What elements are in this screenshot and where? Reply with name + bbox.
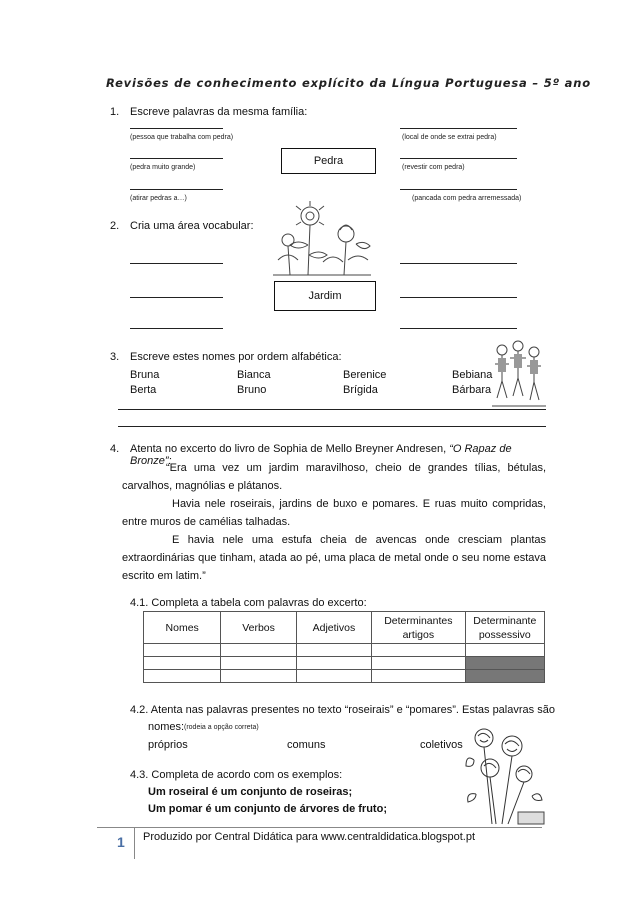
- table-cell[interactable]: [144, 644, 221, 657]
- option-proprios[interactable]: próprios: [148, 739, 188, 751]
- table-cell[interactable]: [221, 670, 296, 683]
- table-cell[interactable]: [296, 644, 371, 657]
- name-item: Bruno: [237, 384, 267, 396]
- table-cell-shaded: [465, 670, 544, 683]
- table-cell[interactable]: [221, 657, 296, 670]
- footer-text: Produzido por Central Didática para www.centraldidatica.blogspot.pt: [143, 831, 476, 843]
- hint-right-2: (revestir com pedra): [402, 164, 465, 171]
- question-4-1-text: 4.1. Completa a tabela com palavras do excerto:: [130, 597, 367, 609]
- answer-line[interactable]: [130, 128, 223, 129]
- question-4-intro: Atenta no excerto do livro de Sophia de Mello Breyner Andresen,: [130, 443, 450, 455]
- option-comuns[interactable]: comuns: [287, 739, 326, 751]
- answer-line[interactable]: [400, 263, 517, 264]
- page-title: Revisões de conhecimento explícito da Língua Portuguesa – 5º ano: [106, 76, 591, 90]
- name-item: Bruna: [130, 369, 160, 381]
- hint-right-1: (local de onde se extrai pedra): [402, 134, 497, 141]
- answer-line[interactable]: [130, 297, 223, 298]
- hint-right-3: (pancada com pedra arremessada): [412, 195, 522, 202]
- question-4-2-text: 4.2. Atenta nas palavras presentes no texto “roseirais” e “pomares”. Estas palavras são: [130, 704, 555, 716]
- book-title: “O Rapaz de Bronze”:: [130, 443, 512, 467]
- answer-line[interactable]: [400, 328, 517, 329]
- answer-line[interactable]: [400, 189, 517, 190]
- excerpt-paragraph-3: E havia nele uma estufa cheia de avencas onde cresciam plantas extraordinárias que tinham, atada ao pé, uma placa de metal onde o seu nome estava escrito em latim.”: [122, 534, 546, 582]
- center-word-box-pedra: [281, 148, 376, 174]
- center-word-box-jardim: [274, 281, 376, 311]
- option-coletivos[interactable]: coletivos: [420, 739, 463, 751]
- table-cell[interactable]: [296, 670, 371, 683]
- question-4-2-text-2: nomes:: [148, 721, 185, 733]
- name-item: Brígida: [343, 384, 378, 396]
- word-class-table: [143, 611, 545, 683]
- footer-divider: [134, 827, 135, 859]
- question-4-2-note: (rodeia a opção correta): [184, 724, 259, 731]
- garden-flowers-illustration: [268, 200, 376, 278]
- answer-line[interactable]: [400, 158, 517, 159]
- table-header-verbos: Verbos: [221, 612, 296, 644]
- answer-line[interactable]: [130, 328, 223, 329]
- page-number: 1: [117, 834, 125, 850]
- table-cell[interactable]: [221, 644, 296, 657]
- children-illustration: [490, 336, 548, 412]
- table-cell[interactable]: [372, 670, 465, 683]
- table-cell[interactable]: [465, 644, 544, 657]
- question-2-number: 2.: [110, 220, 120, 232]
- example-1: Um roseiral é um conjunto de roseiras;: [148, 786, 353, 798]
- question-4-number: 4.: [110, 443, 120, 455]
- table-cell[interactable]: [144, 670, 221, 683]
- table-cell[interactable]: [372, 657, 465, 670]
- question-4-3-text: 4.3. Completa de acordo com os exemplos:: [130, 769, 343, 781]
- footer-rule: [97, 827, 542, 828]
- name-item: Berenice: [343, 369, 387, 381]
- example-2: Um pomar é um conjunto de árvores de fruto;: [148, 803, 387, 815]
- table-cell-shaded: [465, 657, 544, 670]
- table-row: [144, 670, 545, 683]
- answer-line[interactable]: [400, 297, 517, 298]
- name-item: Berta: [130, 384, 157, 396]
- table-row: [144, 657, 545, 670]
- table-header-nomes: Nomes: [144, 612, 221, 644]
- table-header-determinantes-artigos: Determinantes artigos: [372, 612, 465, 644]
- name-item: Bianca: [237, 369, 271, 381]
- roses-illustration: [462, 724, 546, 828]
- question-1-text: Escreve palavras da mesma família:: [130, 106, 308, 118]
- hint-left-3: (atirar pedras a…): [130, 195, 187, 202]
- center-word-jardim: Jardim: [308, 290, 342, 302]
- answer-line[interactable]: [118, 409, 546, 410]
- question-3-text: Escreve estes nomes por ordem alfabética:: [130, 351, 342, 363]
- name-item: Bárbara: [452, 384, 492, 396]
- name-item: Bebiana: [452, 369, 493, 381]
- table-header-determinante-possessivo: Determinante possessivo: [465, 612, 544, 644]
- table-cell[interactable]: [296, 657, 371, 670]
- answer-line[interactable]: [130, 263, 223, 264]
- excerpt-paragraph-2: Havia nele roseirais, jardins de buxo e pomares. E ruas muito compridas, entre muros de camélias talhadas.: [122, 498, 546, 528]
- answer-line[interactable]: [400, 128, 517, 129]
- answer-line[interactable]: [130, 189, 223, 190]
- answer-line[interactable]: [118, 426, 546, 427]
- hint-left-1: (pessoa que trabalha com pedra): [130, 134, 234, 141]
- question-3-number: 3.: [110, 351, 120, 363]
- hint-left-2: (pedra muito grande): [130, 164, 196, 171]
- excerpt-paragraph-1: “Era uma vez um jardim maravilhoso, cheio de grandes tílias, bétulas, carvalhos, magnólias e plátanos.: [122, 462, 546, 492]
- table-cell[interactable]: [372, 644, 465, 657]
- table-row: [144, 644, 545, 657]
- question-2-text: Cria uma área vocabular:: [130, 220, 254, 232]
- question-1-number: 1.: [110, 106, 120, 118]
- table-cell[interactable]: [144, 657, 221, 670]
- table-header-adjetivos: Adjetivos: [296, 612, 371, 644]
- center-word-pedra: Pedra: [313, 155, 344, 167]
- answer-line[interactable]: [130, 158, 223, 159]
